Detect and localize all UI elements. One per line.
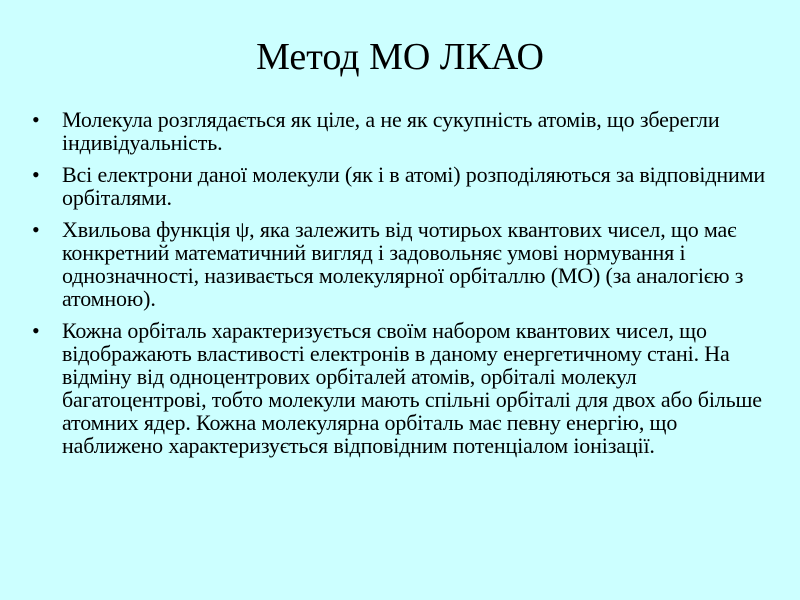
bullet-icon: • <box>32 107 40 132</box>
bullet-item <box>30 319 775 457</box>
bullet-text: Молекула розглядається як ціле, а не як сукупність атомів, що зберегли індивідуальність. <box>62 107 720 155</box>
bullet-list <box>30 108 775 466</box>
bullet-icon: • <box>32 318 40 343</box>
bullet-text: Кожна орбіталь характеризується своїм набором квантових чисел, що відображають властивості електронів в даному енергетичному стані. На відміну від одноцентрових орбіталей атомів, орбіталі молекул багатоцентрові, тобто молекули мають спільні орбіталі для двох або більше атомних ядер. Кожна молекулярна орбіталь має певну енергію, що наближено характеризується відповідним потенціалом іонізації. <box>62 318 762 458</box>
bullet-text: Всі електрони даної молекули (як і в атомі) розподіляються за відповідними орбіталями. <box>62 162 766 210</box>
bullet-text: Хвильова функція ψ, яка залежить від чотирьох квантових чисел, що має конкретний математичний вигляд і задовольняє умові нормування і однозначності, називається молекулярної орбіталлю (МО) (за аналогією з атомною). <box>62 217 744 311</box>
bullet-item <box>30 108 775 154</box>
slide-title: Метод МО ЛКАО <box>256 36 544 78</box>
bullet-icon: • <box>32 162 40 187</box>
bullet-icon: • <box>32 217 40 242</box>
bullet-item <box>30 218 775 310</box>
bullet-item <box>30 163 775 209</box>
